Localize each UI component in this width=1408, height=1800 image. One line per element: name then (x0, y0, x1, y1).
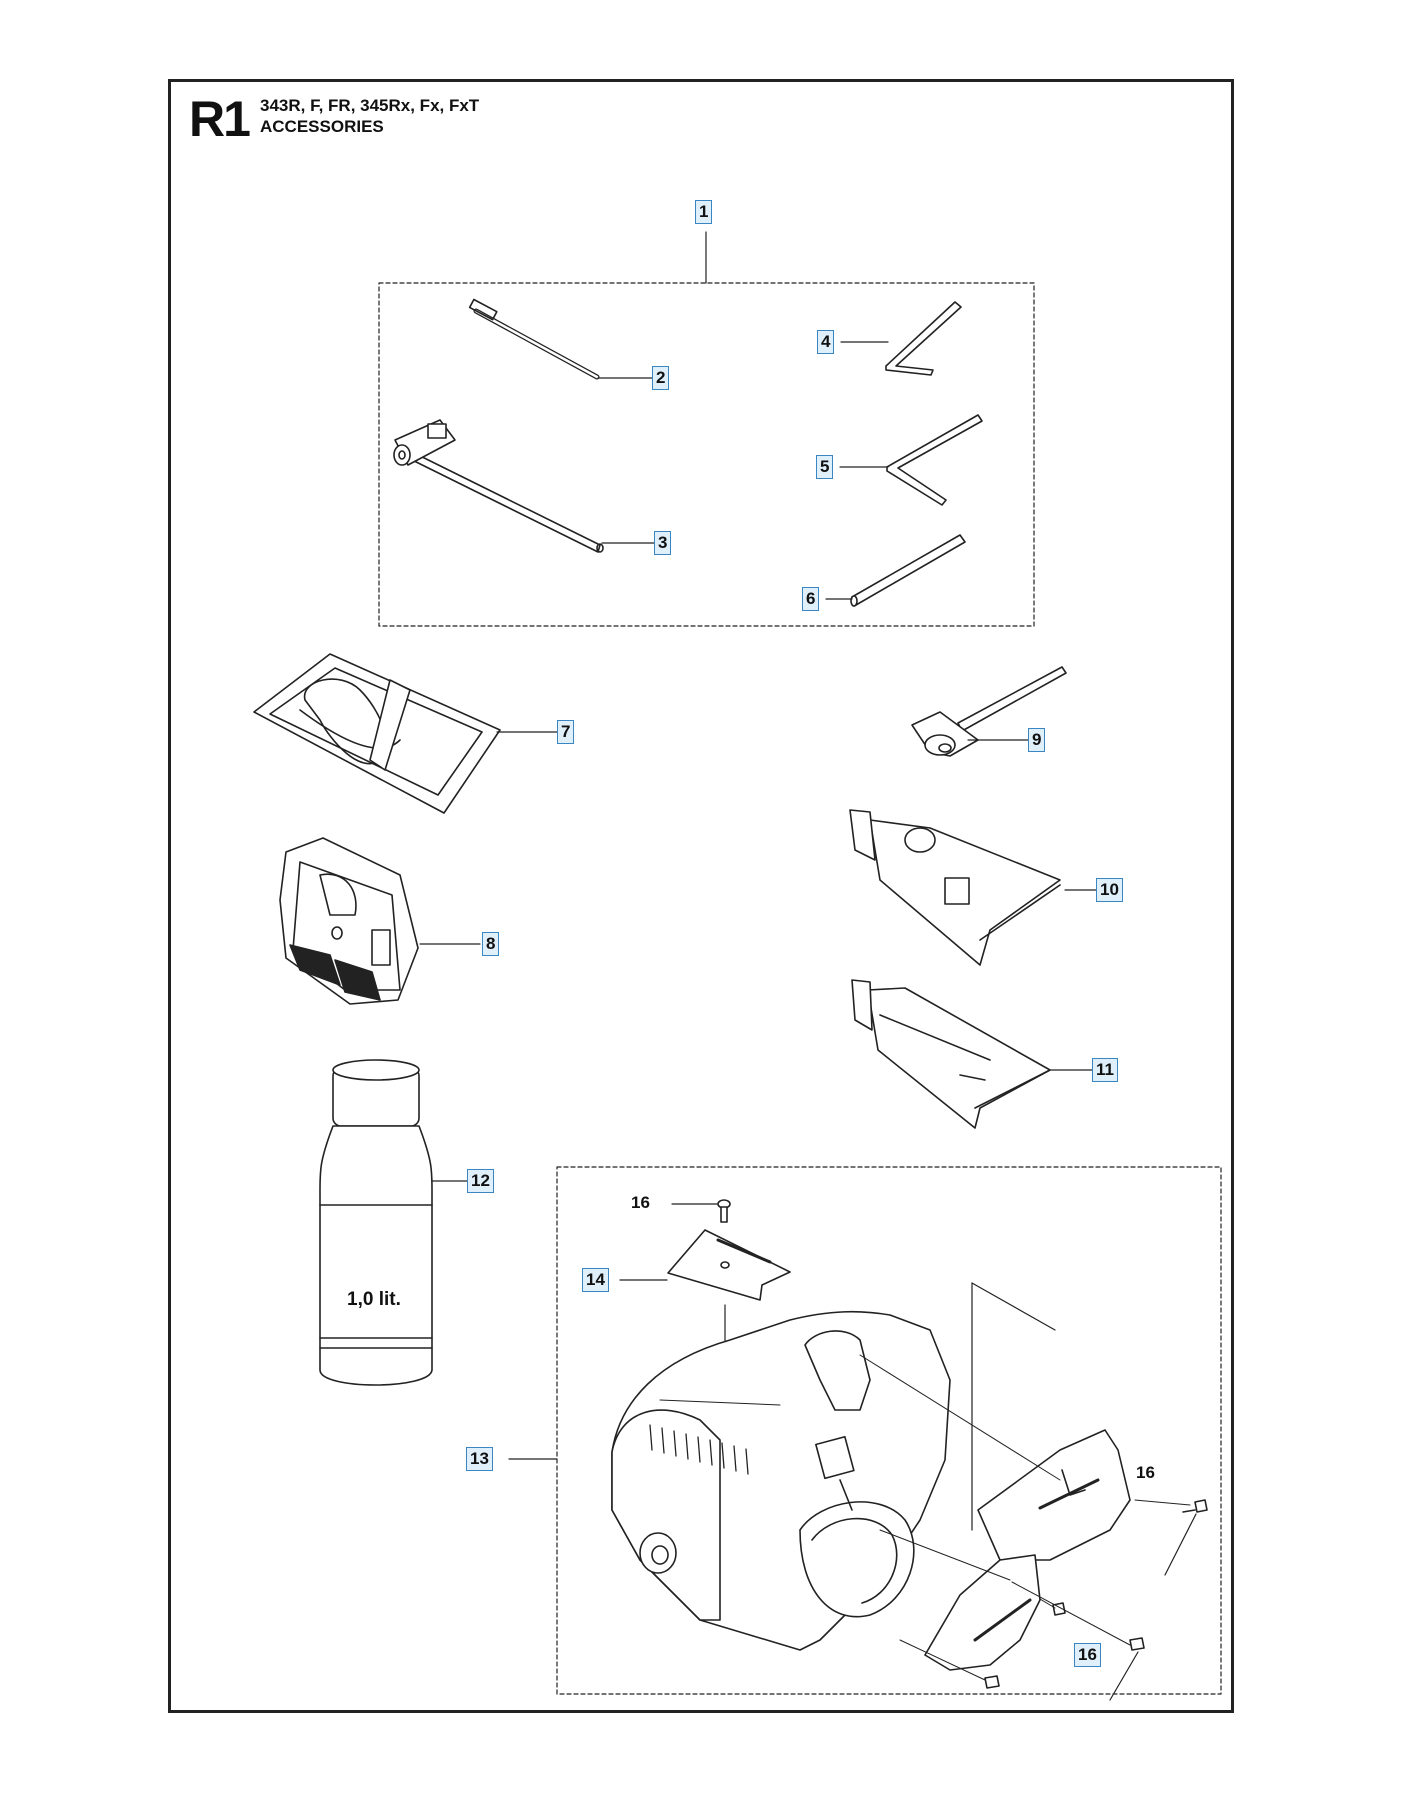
screw-top-part (718, 1200, 730, 1222)
oil-bottle-part (320, 1060, 432, 1385)
section-title: ACCESSORIES (260, 117, 384, 136)
callout-16-bottom[interactable]: 16 (1074, 1643, 1101, 1667)
screw-right-part (1183, 1500, 1207, 1512)
hex-key-large-part (887, 415, 982, 505)
callout-5[interactable]: 5 (816, 455, 833, 479)
callout-9[interactable]: 9 (1028, 728, 1045, 752)
callout-13[interactable]: 13 (466, 1447, 493, 1471)
callout-3[interactable]: 3 (654, 531, 671, 555)
pin-part (851, 535, 965, 606)
callout-10[interactable]: 10 (1096, 878, 1123, 902)
engine-housing-part (612, 1312, 950, 1650)
starter-cover-lower-part (925, 1555, 1040, 1670)
callout-11[interactable]: 11 (1092, 1058, 1118, 1082)
callout-4[interactable]: 4 (817, 330, 834, 354)
callout-16-right[interactable]: 16 (1136, 1463, 1155, 1482)
callout-14[interactable]: 14 (582, 1268, 609, 1292)
callout-7[interactable]: 7 (557, 720, 574, 744)
model-list: 343R, F, FR, 345Rx, Fx, FxT (260, 96, 480, 115)
hex-key-small-part (886, 302, 961, 375)
starter-cover-right-part (978, 1430, 1130, 1560)
callout-2[interactable]: 2 (652, 366, 669, 390)
screwdriver-part (470, 299, 597, 377)
cover-plate-part (668, 1230, 790, 1300)
air-filter-part (280, 838, 418, 1004)
callout-12[interactable]: 12 (467, 1169, 494, 1193)
callout-1[interactable]: 1 (695, 200, 712, 224)
tool-kit-group-box (379, 283, 1034, 626)
callout-8[interactable]: 8 (482, 932, 499, 956)
callout-6[interactable]: 6 (802, 587, 819, 611)
combination-spanner-part (394, 420, 603, 552)
harness-bag-part (254, 654, 500, 813)
section-code: R1 (189, 91, 249, 147)
grease-tube-a-part (850, 810, 1060, 965)
callout-16-top[interactable]: 16 (631, 1193, 650, 1212)
bottle-volume-label: 1,0 lit. (347, 1289, 401, 1310)
grease-tube-b-part (852, 980, 1050, 1128)
